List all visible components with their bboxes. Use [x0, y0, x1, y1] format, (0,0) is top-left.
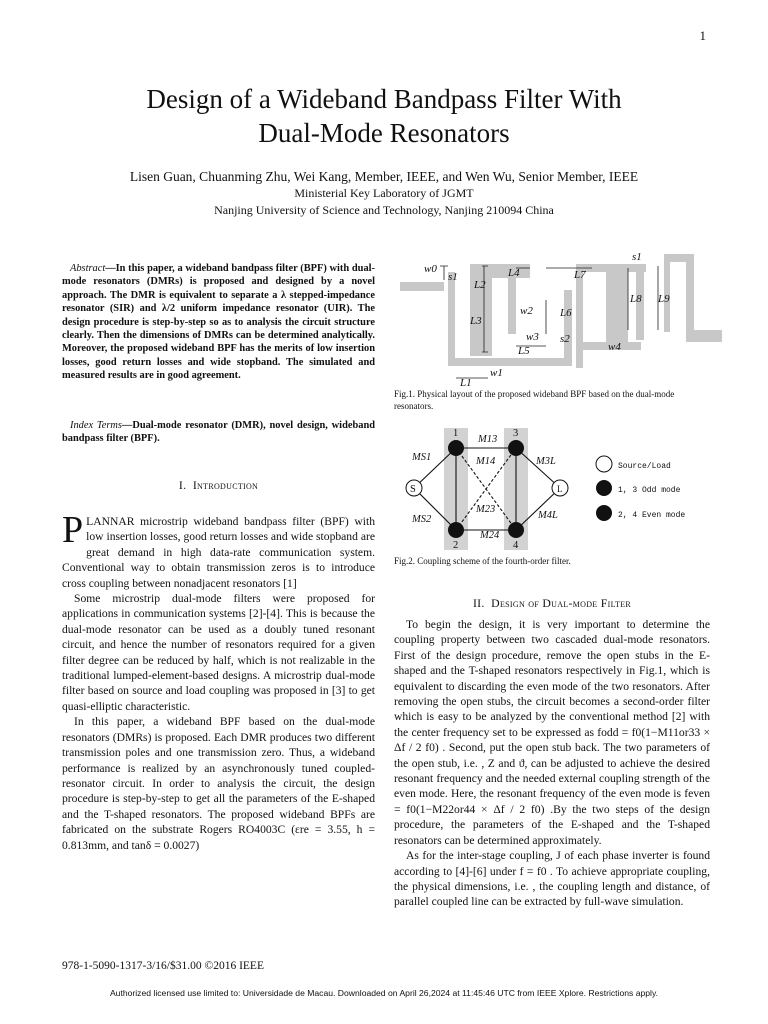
page-number: 1: [699, 28, 706, 43]
fig1-label-s2: s2: [560, 333, 570, 345]
fig1-label-s1: s1: [448, 271, 458, 283]
coupling-m3l: M3L: [536, 456, 556, 467]
drop-cap: P: [62, 509, 84, 551]
fig1-label-L9: L9: [658, 293, 670, 305]
section-2-title: Design of Dual-mode Filter: [491, 596, 632, 610]
intro-paragraph-1: LANNAR microstrip wideband bandpass filter (BPF) with low insertion losses, good return losses and wide stopband are great demand in high data-rate communication system. Conventional way to obtain transmission zeros is to introduce cross coupling between nonadjacent resonators [1]: [62, 515, 375, 590]
coupling-m4l: M4L: [538, 510, 558, 521]
fig1-label-L3: L3: [470, 315, 482, 327]
introduction-body: [62, 509, 375, 853]
e-resonator-right-arm: [564, 290, 572, 366]
intro-paragraph-3: In this paper, a wideband BPF based on the dual-mode resonators (DMRs) is proposed. Each DMR produces two different transmission poles and one transmission zero. Thus, a wideband performance is realized by an asynchronously tuned coupled-resonator circuit. In order to analysis the circuit, the design procedure is step-by-step to get all the parameters of the E-shaped and the T-shaped resonators. The proposed wideband BPFs are fabricated on the substrate Rogers RO4003C (εre = 3.55, h = 0.813mm, and tanδ = 0.0027): [62, 715, 375, 852]
legend-odd-mode: 1, 3 Odd mode: [618, 486, 681, 495]
fig1-label-L8: L8: [630, 293, 642, 305]
abstract: [62, 262, 375, 383]
node-label-2: 2: [453, 540, 459, 551]
index-terms-body: —Dual-mode resonator (DMR), novel design, wideband bandpass filter (BPF).: [62, 420, 375, 445]
fig1-label-w3: w3: [526, 331, 539, 343]
design-paragraph-1: To begin the design, it is very important to determine the coupling property between two cascaded dual-mode resonators. First of the design procedure, remove the open stubs in the E-shaped and the T-shaped resonators respectively in Fig.1, which is equivalent to discarding the even mode of the two resonators. After removing the open stubs, the circuit becomes a second-order filter which is easy to be analyzed by the conventional method [2] with the center frequency set to be expressed as fodd = f0(1−M11or33 × Δf / 2 f0) . Second, put the open stub back. The two parameters of the open stub, i.e. , Z and ϑ, can be adjusted to achieve the desired resonant frequency and the needed external coupling strength of the even mode. Here, the resonant frequency of the even mode is feven = f0(1−M22or44 × Δf / 2 f0) .By the two steps of the design procedure, the parameters of the E-shaped and the T-shaped resonators can be determined approximately.: [394, 618, 710, 847]
section-1-title: Introduction: [192, 478, 259, 492]
resonator-node-4: [508, 522, 524, 538]
input-feed-line: [400, 282, 444, 291]
node-label-load: L: [557, 484, 563, 494]
affiliation-1: Ministerial Key Laboratory of JGMT: [294, 186, 474, 200]
fig1-caption: Fig.1. Physical layout of the proposed wideband BPF based on the dual-mode resonators.: [394, 389, 675, 411]
coupling-m24: M24: [480, 530, 500, 541]
legend-odd-mode-icon: [596, 480, 612, 496]
fig1-label-L5: L5: [518, 345, 530, 357]
legend-even-mode: 2, 4 Even mode: [618, 511, 686, 520]
node-label-1: 1: [453, 428, 459, 439]
footer-license: Authorized licensed use limited to: Universidade de Macau. Downloaded on April 26,2024 at 11:45:46 UTC from IEEE Xplore. Restrictions apply.: [109, 988, 659, 998]
legend-source-load-icon: [596, 456, 612, 472]
paper-title: [0, 82, 768, 150]
e-resonator-bottom: [448, 358, 572, 366]
fig1-label-L7: L7: [574, 269, 586, 281]
e-resonator-mid-arm: [508, 278, 516, 334]
fig1-label-L1: L1: [460, 377, 472, 388]
legend-source-load: Source/Load: [618, 462, 671, 471]
title-line-1: Design of a Wideband Bandpass Filter With: [146, 84, 622, 114]
fig1-label-w1: w1: [490, 367, 503, 379]
fig2-coupling-diagram: [396, 424, 712, 556]
t-resonator-stub: [606, 272, 628, 342]
design-body: [394, 617, 710, 910]
coupling-m23: M23: [476, 504, 496, 515]
node-label-3: 3: [513, 428, 519, 439]
section-2-number: II.: [472, 596, 485, 610]
abstract-body: —In this paper, a wideband bandpass filter (BPF) with dual-mode resonators (DMRs) is proposed and designed by a novel approach. The DMR is equivalent to separate a λ stepped-impedance resonator (SIR) and λ/2 uniform impedance resonator (UIR). The design procedure is step-by-step so as to analysis the circuit structure clearly. Then the dimensions of DMRs can be determined analytically. Moreover, the proposed wideband BPF has the merits of low insertion losses, good return losses and wide stopband. The simulated and measured results are in good agreement.: [62, 263, 375, 382]
fig2-caption: Fig.2. Coupling scheme of the fourth-order filter.: [394, 556, 571, 566]
resonator-node-2: [448, 522, 464, 538]
section-2-heading: [394, 596, 710, 611]
resonator-node-3: [508, 440, 524, 456]
e-resonator-stub: [470, 264, 492, 356]
e-resonator-left-arm: [448, 272, 455, 366]
section-1-number: I.: [178, 478, 187, 492]
fig1-label-L4: L4: [508, 267, 520, 279]
node-label-source: S: [410, 484, 416, 495]
abstract-label: Abstract: [70, 263, 106, 274]
fig1-label-w0: w0: [424, 263, 437, 275]
fig1-label-L6: L6: [560, 307, 572, 319]
output-feed-line: [694, 330, 722, 342]
node-label-4: 4: [513, 540, 519, 551]
coupling-m13: M13: [478, 434, 498, 445]
legend-even-mode-icon: [596, 505, 612, 521]
section-1-heading: [62, 478, 375, 493]
footer-isbn: 978-1-5090-1317-3/16/$31.00 ©2016 IEEE: [62, 960, 264, 972]
fig1-label-w4: w4: [608, 341, 621, 353]
fig1-label-w2: w2: [520, 305, 533, 317]
title-line-2: Dual-Mode Resonators: [258, 118, 510, 148]
fig1-label-L2: L2: [474, 279, 486, 291]
output-resonator-right: [686, 254, 694, 342]
index-terms-label: Index Terms: [70, 420, 122, 431]
index-terms: [62, 419, 375, 446]
coupling-ms1: MS1: [412, 452, 432, 463]
authors: Lisen Guan, Chuanming Zhu, Wei Kang, Member, IEEE, and Wen Wu, Senior Member, IEEE: [129, 169, 639, 184]
fig1-layout-diagram: [396, 250, 724, 388]
resonator-node-1: [448, 440, 464, 456]
coupling-ms2: MS2: [412, 514, 432, 525]
design-paragraph-2: As for the inter-stage coupling, J of each phase inverter is found according to [4]-[6] under f = f0 . To achieve appropriate coupling, the physical dimensions, i.e. , the coupling length and distance, of parallel coupled line can be extracted by full-wave simulation.: [394, 849, 710, 909]
affiliation-2: Nanjing University of Science and Technology, Nanjing 210094 China: [214, 203, 554, 217]
intro-paragraph-2: Some microstrip dual-mode filters were proposed for applications in communication systems [2]-[4]. This is because the dual-mode resonator can be used as a doubly tuned resonant circuit, and hence the number of resonators required for a given filter degree can be reduced by half, which is not realizable in the traditional lumped-element-based designs. A microstrip dual-mode filter based on source and load coupling was proposed in [3] to get quasi-elliptic characteristic.: [62, 592, 375, 713]
fig1-label-s1-top: s1: [632, 251, 642, 263]
coupling-m14: M14: [476, 456, 496, 467]
